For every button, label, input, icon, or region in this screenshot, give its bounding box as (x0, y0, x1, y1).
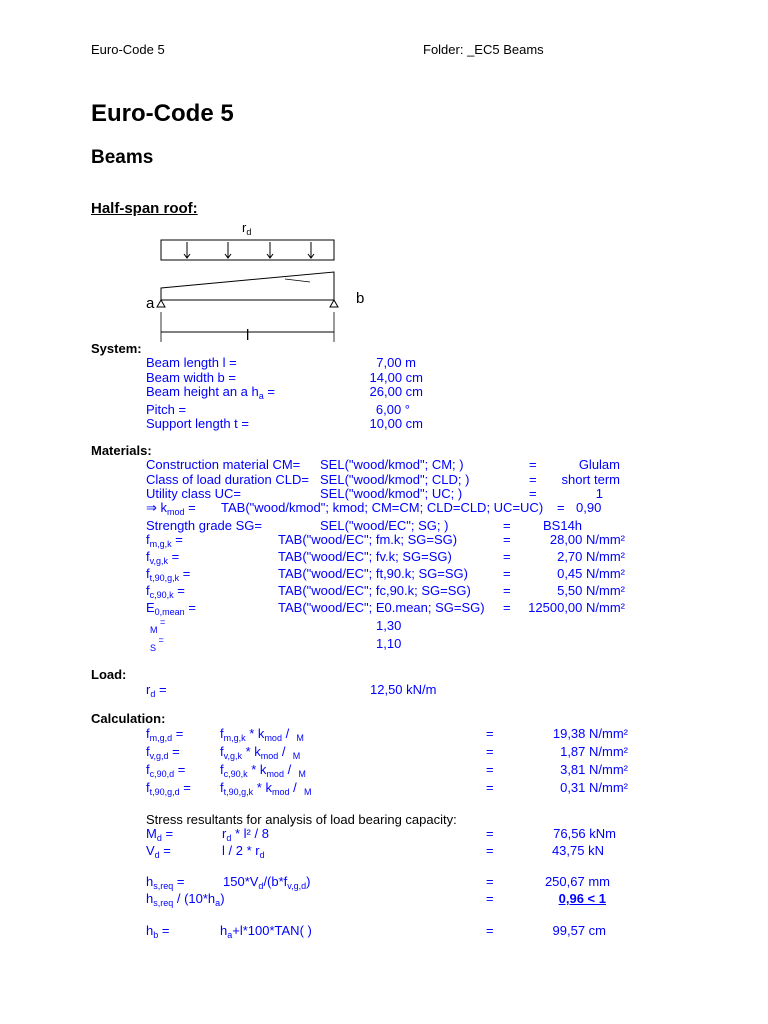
uc-value: 1 (595, 486, 603, 501)
ratio-eq: = (486, 891, 494, 906)
fmgd-label: $f_{m,g,d}$ = (146, 726, 184, 743)
beam-length-label: Beam length l = (146, 355, 237, 370)
kmod-label: ⇒ $k_{mod}$ = (146, 500, 196, 517)
load-arrows (184, 242, 314, 258)
beam-width-label: Beam width b = (146, 370, 236, 385)
hb-value: 99,57 cm (552, 923, 606, 938)
ft90gd-value: 0,31 N/mm² (560, 780, 628, 795)
pitch-line (285, 279, 310, 282)
hb-eq: = (486, 923, 494, 938)
header-left: Euro-Code 5 (91, 42, 165, 57)
support-length-value: 10,00 cm (369, 416, 423, 431)
sg-eq: = (503, 518, 511, 533)
md-value: 76,56 kNm (553, 826, 616, 841)
ft90gk-formula: TAB("wood/EC"; ft,90.k; SG=SG) (278, 566, 468, 581)
fvgk-eq: = (503, 549, 511, 564)
calculation-heading: Calculation: (91, 711, 166, 726)
hsreq-eq: = (486, 874, 494, 889)
cld-label: Class of load duration CLD= (146, 472, 309, 487)
support-b (330, 300, 338, 307)
materials-heading: Materials: (91, 443, 152, 458)
beam-width-value: 14,00 cm (369, 370, 423, 385)
support-a-label: a (146, 295, 155, 312)
vd-formula: l / $2 * r_d$ (222, 843, 265, 860)
fvgk-label: $f_{v,g,k}$ = (146, 549, 180, 566)
gamma-m-value: 1,30 (376, 618, 402, 633)
fvgd-value: 1,87 N/mm² (560, 744, 628, 759)
e0mean-eq: = (503, 600, 511, 615)
gamma-m-label: $_M$ = (150, 617, 166, 635)
uc-formula: SEL("wood/kmod"; UC; ) (320, 486, 463, 501)
beam-shape (161, 272, 334, 300)
md-label: $M_d$ = (146, 826, 174, 843)
kmod-eq: = (557, 500, 565, 515)
ft90gd-eq: = (486, 780, 494, 795)
system-heading: System: (91, 341, 142, 356)
cm-label: Construction material CM= (146, 457, 301, 472)
pitch-value: 6,00 ° (375, 402, 410, 417)
fvgd-label: $f_{v,g,d}$ = (146, 744, 180, 761)
hsreq-value: 250,67 mm (544, 874, 610, 889)
fc90k-eq: = (503, 583, 511, 598)
beam-diagram (140, 218, 380, 344)
gamma-s-label: $_S$ = (150, 635, 164, 653)
uc-label: Utility class UC= (146, 486, 241, 501)
support-length-label: Support length t = (146, 416, 249, 431)
kmod-value: 0,90 (576, 500, 602, 515)
ft90gd-formula: $f_{t,90,g,k} * k_{mod} / _M$ (220, 780, 312, 797)
fvgk-formula: TAB("wood/EC"; fv.k; SG=SG) (278, 549, 452, 564)
fmgk-value: 28,00 N/mm² (549, 532, 625, 547)
cm-formula: SEL("wood/kmod"; CM; ) (320, 457, 464, 472)
fmgk-formula: TAB("wood/EC"; fm.k; SG=SG) (278, 532, 458, 547)
stress-resultants-text: Stress resultants for analysis of load bearing capacity: (146, 812, 457, 827)
cld-eq: = (529, 472, 537, 487)
rd-label: $r_d$ = (146, 682, 167, 699)
support-b-label: b (356, 290, 365, 307)
fmgd-eq: = (486, 726, 494, 741)
e0mean-formula: TAB("wood/EC"; E0.mean; SG=SG) (278, 600, 485, 615)
fc90k-value: 5,50 N/mm² (557, 583, 625, 598)
vd-label: $V_d$ = (146, 843, 171, 860)
kmod-formula: TAB("wood/kmod"; kmod; CM=CM; CLD=CLD; UC=UC) (221, 500, 544, 515)
cld-formula: SEL("wood/kmod"; CLD; ) (320, 472, 470, 487)
e0mean-label: $E_{0,mean}$ = (146, 600, 196, 617)
fmgk-label: $f_{m,g,k}$ = (146, 532, 183, 549)
hb-label: $h_b$ = (146, 923, 170, 940)
sg-formula: SEL("wood/EC"; SG; ) (320, 518, 449, 533)
fvgd-eq: = (486, 744, 494, 759)
fmgd-value: 19,38 N/mm² (552, 726, 628, 741)
ratio-value: 0,96 < 1 (558, 891, 606, 906)
beam-height-value: 26,00 cm (369, 384, 423, 399)
fmgd-formula: $f_{m,g,k} * k_{mod} / _M$ (220, 726, 304, 743)
support-a (157, 300, 165, 307)
load-heading: Load: (91, 667, 127, 682)
pitch-label: Pitch = (146, 402, 187, 417)
fvgd-formula: $f_{v,g,k} * k_{mod} / _M$ (220, 744, 301, 761)
beam-height-label: Beam height an a $h_a$ = (146, 384, 275, 401)
hb-formula: $h_a+l*100*TAN$( ) (220, 923, 312, 940)
ft90gk-label: $f_{t,90,g,k}$ = (146, 566, 191, 583)
hsreq-label: $h_{s,req}$ = (146, 874, 185, 891)
page-title: Euro-Code 5 (91, 100, 234, 127)
header-right: Folder: _EC5 Beams (423, 42, 544, 57)
cld-value: short term (561, 472, 620, 487)
beam-length-value: 7,00 m (376, 355, 416, 370)
md-eq: = (486, 826, 494, 841)
ft90gk-eq: = (503, 566, 511, 581)
load-label: $r_d$ (242, 220, 252, 237)
fc90k-formula: TAB("wood/EC"; fc,90.k; SG=SG) (278, 583, 471, 598)
hsreq-formula: $150*V_d/(b*f_{v,g,d})$ (223, 874, 311, 891)
vd-value: 43,75 kN (551, 843, 604, 858)
gamma-s-value: 1,10 (376, 636, 402, 651)
rd-value: 12,50 kN/m (370, 682, 437, 697)
cm-value: Glulam (578, 457, 620, 472)
ratio-label: $h_{s,req} / (10*h_a)$ (146, 891, 225, 908)
fc90d-value: 3,81 N/mm² (560, 762, 628, 777)
vd-eq: = (486, 843, 494, 858)
ft90gk-value: 0,45 N/mm² (557, 566, 625, 581)
cm-eq: = (529, 457, 537, 472)
fmgk-eq: = (503, 532, 511, 547)
fc90d-formula: $f_{c,90,k} * k_{mod} / _M$ (220, 762, 306, 779)
fc90d-label: $f_{c,90,d}$ = (146, 762, 186, 779)
page-subtitle: Beams (91, 147, 154, 168)
fc90d-eq: = (486, 762, 494, 777)
md-formula: $r_d * l^2 / 8$ (222, 826, 269, 843)
uc-eq: = (529, 486, 537, 501)
ft90gd-label: $f_{t,90,g,d}$ = (146, 780, 191, 797)
fc90k-label: $f_{c,90,k}$ = (146, 583, 185, 600)
e0mean-value: 12500,00 N/mm² (528, 600, 625, 615)
fvgk-value: 2,70 N/mm² (557, 549, 625, 564)
section-title: Half-span roof: (91, 200, 198, 217)
sg-value: BS14h (543, 518, 583, 533)
sg-label: Strength grade SG= (146, 518, 262, 533)
span-label: l (246, 327, 250, 344)
